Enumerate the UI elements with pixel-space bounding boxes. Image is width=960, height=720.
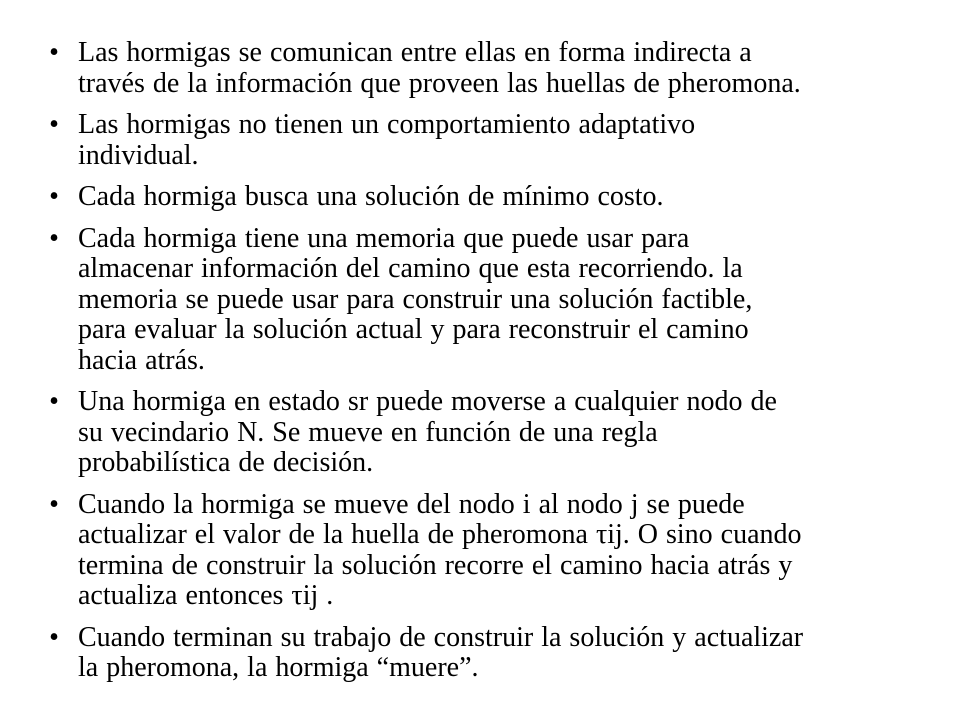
bullet-line: almacenar información del camino que esta recorriendo. la <box>78 253 743 284</box>
bullet-dot-icon: • <box>49 488 59 520</box>
bullet-list <box>44 38 924 695</box>
bullet-line: memoria se puede usar para construir una solución factible, <box>78 283 753 315</box>
bullet-dot-icon: • <box>49 222 59 254</box>
bullet-line: Las hormigas no tienen un comportamiento adaptativo <box>78 109 696 140</box>
bullet-line: probabilística de decisión. <box>78 447 374 478</box>
bullet-line: Una hormiga en estado sr puede moverse a cualquier nodo de <box>78 386 777 417</box>
bullet-line: actualiza entonces τij . <box>78 580 334 611</box>
bullet-item-6 <box>44 490 924 612</box>
bullet-line: Cada hormiga busca una solución de mínimo costo. <box>78 181 664 212</box>
bullet-line: su vecindario N. Se mueve en función de una regla <box>78 416 658 448</box>
bullet-item-4 <box>44 224 924 377</box>
bullet-item-3 <box>44 182 924 213</box>
bullet-line: Cuando la hormiga se mueve del nodo i al nodo j se puede <box>78 488 745 520</box>
bullet-line: termina de construir la solución recorre el camino hacia atrás y <box>78 549 793 581</box>
bullet-line: actualizar el valor de la huella de pheromona τij. O sino cuando <box>78 519 802 550</box>
bullet-dot-icon: • <box>49 386 59 417</box>
bullet-line: hacia atrás. <box>78 344 205 376</box>
bullet-item-2 <box>44 110 924 171</box>
bullet-line: Cuando terminan su trabajo de construir la solución y actualizar <box>78 621 804 653</box>
bullet-item-1 <box>44 38 924 99</box>
bullet-line: para evaluar la solución actual y para reconstruir el camino <box>78 314 749 345</box>
bullet-line: Cada hormiga tiene una memoria que puede usar para <box>78 222 690 254</box>
bullet-dot-icon: • <box>49 621 59 653</box>
bullet-line: Las hormigas se comunican entre ellas en forma indirecta a <box>78 37 752 68</box>
bullet-line: individual. <box>78 139 199 171</box>
bullet-dot-icon: • <box>49 37 59 68</box>
bullet-line: la pheromona, la hormiga “muere”. <box>78 652 479 683</box>
bullet-item-5 <box>44 387 924 479</box>
bullet-line: través de la información que proveen las huellas de pheromona. <box>78 67 801 99</box>
bullet-item-7 <box>44 623 924 684</box>
bullet-dot-icon: • <box>49 109 59 140</box>
bullet-dot-icon: • <box>49 181 59 212</box>
